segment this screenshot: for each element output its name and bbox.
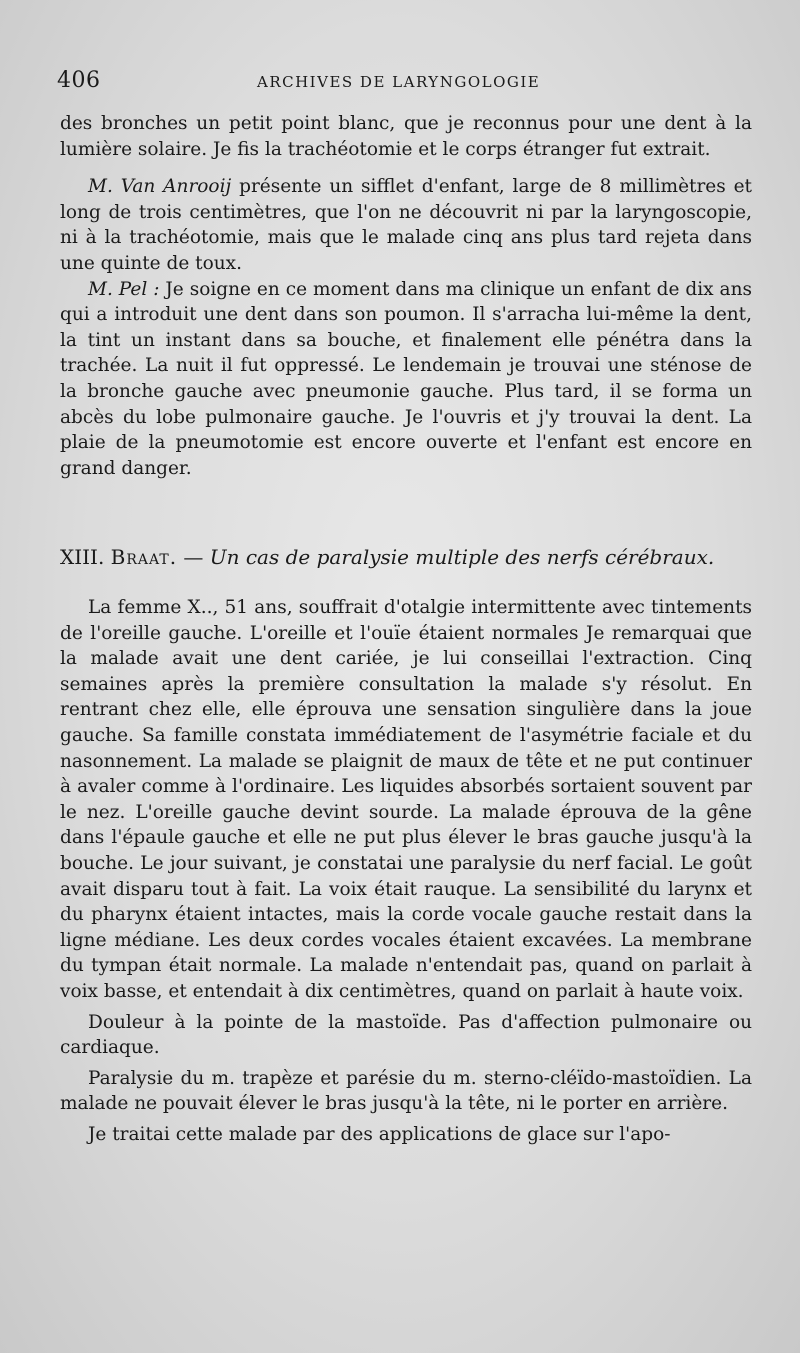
text-block-1 [60, 111, 752, 481]
paragraph: Paralysie du m. trapèze et parésie du m. sterno-cléïdo-mastoïdien. La malade ne pouvait élever le bras jusqu'à la tête, ni le porter en arrière. [60, 1067, 752, 1115]
paragraph [60, 174, 752, 276]
page-header [57, 68, 757, 100]
speaker-name: M. Pel : [88, 278, 160, 300]
paragraph: Je traitai cette malade par des applications de glace sur l'apo- [88, 1123, 671, 1145]
running-title: ARCHIVES DE LARYNGOLOGIE [257, 73, 541, 91]
page-number: 406 [57, 68, 101, 93]
section-author: Braat. [110, 545, 178, 569]
paragraph [60, 277, 752, 482]
section-number: XIII. [60, 545, 105, 569]
speaker-name: M. Van Anrooij [88, 176, 232, 198]
paragraph-text: Je soigne en ce moment dans ma clinique un enfant de dix ans qui a introduit une dent dans son poumon. Il s'arracha lui-même la dent, la tint un instant dans sa bouche, et finalement elle pénétra dans la trachée. La nuit il fut oppressé. Le lendemain je trouvai une sténose de la bronche gauche avec pneumonie gauche. Plus tard, il se forma un abcès du lobe pulmonaire gauche. Je l'ouvris et j'y trouvai la dent. La plaie de la pneumotomie est encore ouverte et l'enfant est encore en grand danger. [60, 278, 752, 479]
paragraph-text: présente un sifflet d'enfant, large de 8 millimètres et long de trois centimètres, que l'on ne découvrit ni par la laryngoscopie, ni à la trachéotomie, mais que le malade cinq ans plus tard rejeta dans une quinte de toux. [60, 176, 752, 274]
section-dash: — [177, 545, 210, 569]
section-title: Un cas de paralysie multiple des nerfs cérébraux. [209, 545, 715, 569]
section-heading [60, 545, 760, 569]
paragraph: Douleur à la pointe de la mastoïde. Pas d'affection pulmonaire ou cardiaque. [60, 1011, 752, 1059]
text-block-2 [60, 595, 752, 1147]
paragraph: La femme X.., 51 ans, souffrait d'otalgie intermittente avec tintements de l'oreille gauche. L'oreille et l'ouïe étaient normales Je remarquai que la malade avait une dent cariée, je lui conseillai l'extraction. Cinq semaines après la première consultation la malade s'y résolut. En rentrant chez elle, elle éprouva une sensation singulière dans la joue gauche. Sa famille constata immédiatement de l'asymétrie faciale et du nasonnement. La malade se plaignit de maux de tête et ne put continuer à avaler comme à l'ordinaire. Les liquides absorbés sortaient souvent par le nez. L'oreille gauche devint sourde. La malade éprouva de la gêne dans l'épaule gauche et elle ne put plus élever le bras gauche jusqu'à la bouche. Le jour suivant, je constatai une paralysie du nerf facial. Le goût avait disparu tout à fait. La voix était rauque. La sensibilité du larynx et du pharynx étaient intactes, mais la corde vocale gauche restait dans la ligne médiane. Les deux cordes vocales étaient excavées. La membrane du tympan était normale. La malade n'entendait pas, quand on parlait à voix basse, et entendait à dix centimètres, quand on parlait à haute voix. [60, 597, 752, 1002]
paragraph: des bronches un petit point blanc, que je reconnus pour une dent à la lumière solaire. Je fis la trachéotomie et le corps étranger fut extrait. [60, 113, 752, 160]
